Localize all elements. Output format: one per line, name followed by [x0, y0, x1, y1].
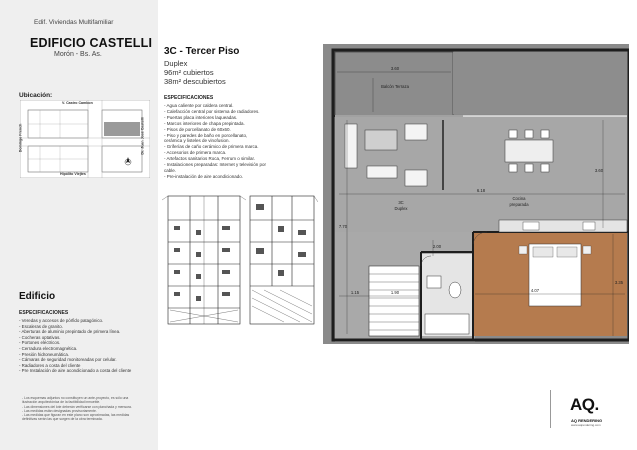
list-item: - Griferías de caño cerámico de primera marca. — [164, 144, 259, 150]
building-title: EDIFICIO CASTELLI — [30, 36, 153, 50]
list-item: - Accesorios de primera marca. — [164, 150, 227, 156]
kitchen-sub: preparada — [509, 202, 529, 207]
edificio-title: Edificio — [19, 291, 56, 302]
list-item: - Cocheras optativas. — [19, 334, 61, 340]
logo-name: AQ RENDERING — [571, 418, 603, 423]
list-item: cable. — [164, 167, 177, 173]
list-item: - Pre-instalación de aire acondicionado. — [164, 173, 244, 179]
floor-plan — [323, 44, 629, 344]
location-map-drawing — [20, 100, 150, 178]
kitchen-counter — [499, 220, 627, 232]
list-item: - Piso y paredes de baño en porcellanato, — [164, 132, 248, 138]
unit-uncovered-area: 38m² descubiertos — [164, 77, 226, 86]
street-bottom: Hipólito Viejtes — [60, 172, 86, 176]
section-b-details — [256, 204, 306, 276]
list-item: - Marcos interiores de chapa prepintada. — [164, 120, 245, 126]
info-panel — [0, 0, 158, 450]
list-item: - Cerradura electromagnética. — [19, 345, 78, 351]
list-item: - Las medidas que figuran en este plano son aproximadas, las medidas — [22, 413, 130, 418]
list-item: - Pisos de porcellanato de 60x60. — [164, 126, 231, 132]
dim-bath: 2.00 — [432, 244, 442, 249]
list-item: - Instalaciones preparadas: Internet y televisión por — [164, 162, 267, 168]
street-left: Domingo French — [18, 123, 23, 153]
disclaimer-notes — [22, 396, 242, 422]
list-item: - Veredas y accesos de pórfido patagónico. — [19, 318, 104, 323]
unit-covered-area: 96m² cubiertos — [164, 68, 214, 77]
list-item: - Agua caliente por caldera central. — [164, 103, 234, 108]
list-item: - Cámaras de seguridad monitoreadas por celular. — [19, 357, 117, 363]
aq-logo: AQ. — [570, 395, 599, 414]
footer-divider — [550, 390, 551, 428]
list-item: - Portones eléctricos. — [19, 340, 61, 346]
unit-specs-list — [164, 103, 314, 180]
dining-furniture — [505, 130, 553, 172]
list-item: definitivas serán las que surgen de la obra terminada. — [22, 417, 103, 422]
building-lot — [104, 122, 140, 136]
unit-specs-title: ESPECIFICACIONES — [164, 95, 214, 101]
building-type-subtitle: Edif. Viviendas Multifamiliar — [34, 19, 114, 26]
dim-bed-height: 3.35 — [614, 280, 624, 285]
list-item: - Calefacción central por sistema de radiadores. — [164, 108, 260, 114]
edificio-specs-title: ESPECIFICACIONES — [19, 310, 69, 316]
living-label: 3C — [398, 200, 404, 205]
section-a — [162, 196, 246, 324]
list-item: - Escaleras de granito. — [19, 323, 63, 329]
list-item: - Las medidas están designadas provisoriamente. — [22, 408, 97, 413]
stairs — [369, 266, 419, 336]
street-top: V. Castro Cambon — [62, 101, 93, 105]
unit-title: 3C - Tercer Piso — [164, 46, 240, 57]
ubicacion-label: Ubicación: — [19, 92, 53, 99]
street-right: Dr. Juan José Castelli — [140, 117, 145, 155]
kitchen-label: Cocina — [512, 196, 526, 201]
list-item: - Las dimensiones del lote deberán verificarse con planchada y mensura. — [22, 404, 132, 409]
section-a-details — [174, 226, 230, 301]
location-map — [20, 100, 150, 178]
list-item: ilustración arquitectónica de la factibilidad inmueble. — [22, 400, 101, 405]
dim-top: 3.60 — [390, 66, 400, 71]
list-item: - Aberturas de aluminio prepintado de primera línea. — [19, 329, 121, 335]
building-sections — [160, 190, 318, 330]
edificio-specs-list — [19, 318, 157, 374]
list-item: - Presión hidroneumática. — [19, 351, 70, 357]
list-item: - Puertas placa interiores laqueadas. — [164, 114, 238, 120]
list-item: - Artefactos sanitarios Roca, Ferrum o similar. — [164, 156, 256, 162]
list-item: cerámica y listeles de vinofusion. — [164, 138, 230, 144]
building-location: Morón - Bs. As. — [54, 51, 102, 58]
terrace-label: Balcón Terraza — [381, 84, 409, 89]
dim-left: 7.70 — [338, 224, 348, 229]
bed — [519, 244, 591, 306]
list-item: - Los esquemas adjuntos no constituyen un ante-proyecto, es sólo una — [22, 396, 129, 400]
dim-living: 6.18 — [476, 188, 486, 193]
dim-right: 3.60 — [594, 168, 604, 173]
list-item: - Pre Instalación de aire acondicionado a costa del cliente — [19, 368, 132, 374]
dim-stair-a: 1.15 — [350, 290, 360, 295]
dim-stair-b: 1.90 — [390, 290, 400, 295]
unit-type: Duplex — [164, 59, 188, 68]
list-item: - Radiadores a costa del cliente — [19, 362, 81, 368]
dim-bed-width: 4.07 — [530, 288, 540, 293]
living-sub: Duplex — [394, 206, 408, 211]
floor-plan-drawing — [323, 44, 629, 344]
section-b — [250, 196, 318, 324]
logo-url[interactable]: www.aqrendering.com — [571, 423, 601, 427]
section-drawings — [160, 190, 318, 330]
